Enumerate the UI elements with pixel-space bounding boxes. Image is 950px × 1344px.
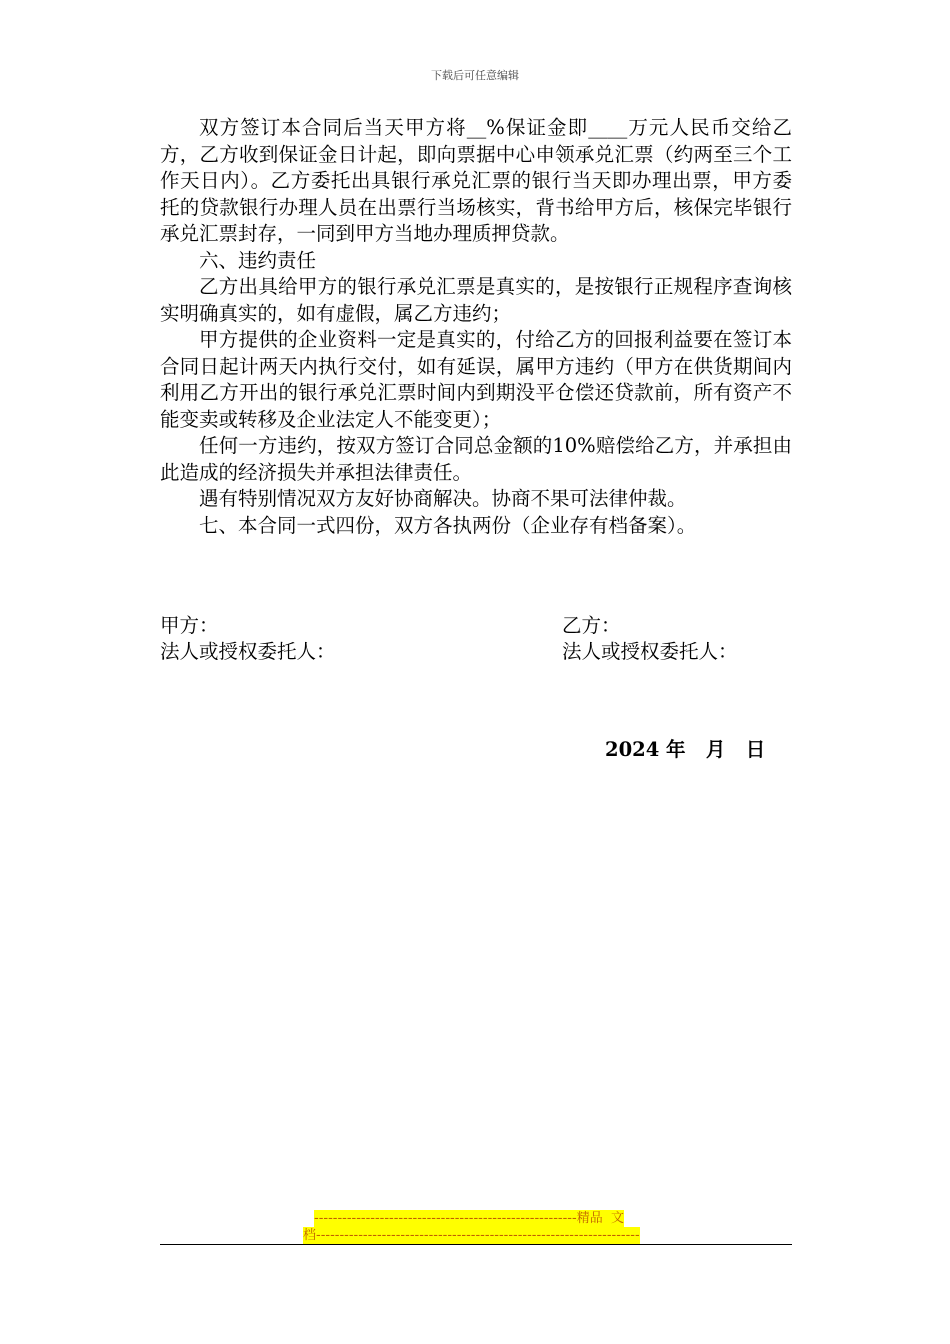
paragraph-copies: 七、本合同一式四份，双方各执两份（企业存有档备案）。 [199, 513, 697, 537]
party-b-label: 乙方： [562, 614, 621, 637]
contract-body [160, 115, 792, 539]
paragraph-party-a-breach: 甲方提供的企业资料一定是真实的，付给乙方的回报利益要在签订本合同日起计两天内执行交付，如有延误，属甲方违约（甲方在供货期间内利用乙方开出的银行承兑汇票时间内到期没平仓偿还贷款前，所有资产不能变卖或转移及企业法定人不能变更）； [160, 328, 792, 431]
footer-watermark [303, 1210, 648, 1244]
footer-watermark-line-2: 档--------------------------------------------------------------------- [303, 1228, 640, 1243]
party-b-signature-block [562, 613, 738, 665]
footer-divider [160, 1244, 792, 1245]
paragraph-party-b-breach: 乙方出具给甲方的银行承兑汇票是真实的，是按银行正规程序查询核实明确真实的，如有虚假，属乙方违约； [160, 275, 792, 325]
signing-date: 2024 年 月 日 [605, 738, 766, 761]
party-b-representative-label: 法人或授权委托人： [562, 640, 738, 663]
party-a-label: 甲方： [160, 614, 219, 637]
footer-watermark-line-1: --------------------------------------------------------精品 文 [314, 1211, 624, 1226]
party-a-representative-label: 法人或授权委托人： [160, 640, 336, 663]
paragraph-compensation: 任何一方违约，按双方签订合同总金额的10%赔偿给乙方，并承担由此造成的经济损失并承担法律责任。 [160, 434, 792, 484]
party-a-signature-block [160, 613, 336, 665]
paragraph-deposit: 双方签订本合同后当天甲方将__%保证金即____万元人民币交给乙方，乙方收到保证金日计起，即向票据中心申领承兑汇票（约两至三个工作天日内）。乙方委托出具银行承兑汇票的银行当天即办理出票，甲方委托的贷款银行办理人员在出票行当场核实，背书给甲方后，核保完毕银行承兑汇票封存，一同到甲方当地办理质押贷款。 [160, 116, 792, 245]
section-heading-breach: 六、违约责任 [199, 248, 317, 272]
header-note: 下载后可任意编辑 [431, 69, 519, 82]
paragraph-arbitration: 遇有特别情况双方友好协商解决。协商不果可法律仲裁。 [199, 487, 687, 510]
